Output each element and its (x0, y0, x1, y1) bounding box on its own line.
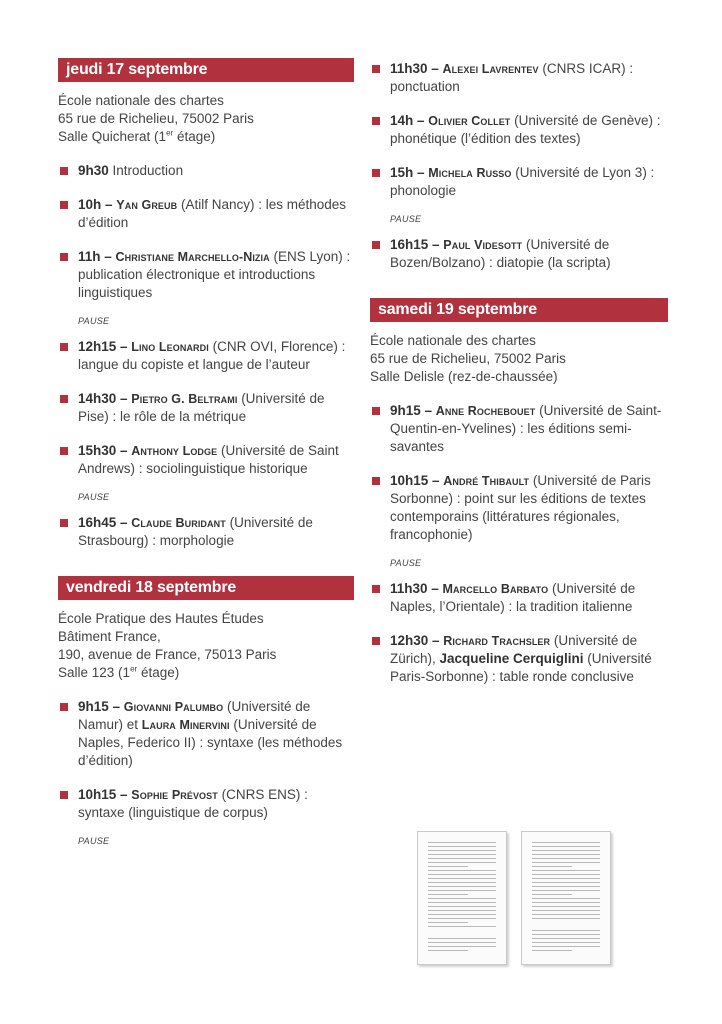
thumb-text-line (532, 918, 600, 919)
thumb-text-line (532, 890, 600, 891)
venue-room: Salle 123 (1er étage) (58, 664, 180, 680)
thumb-text-line (532, 886, 600, 887)
square-bullet-icon (60, 519, 68, 527)
talk-item: 9h15 – Anne Rochebouet (Université de Saint-Quentin-en-Yvelines) : les éditions semi-savantes (370, 402, 668, 456)
venue-vendredi (58, 610, 354, 682)
talk-item: 10h – Yan Greub (Atilf Nancy) : les méthodes d’édition (58, 196, 354, 232)
thumb-text-line (428, 898, 496, 899)
venue-line: 190, avenue de France, 75013 Paris (58, 647, 277, 662)
thumb-text-line (428, 918, 496, 919)
thumb-text-line (428, 894, 468, 895)
talk-item: 12h15 – Lino Leonardi (CNR OVI, Florence) : langue du copiste et langue de l’auteur (58, 338, 354, 374)
talk-item: 12h30 – Richard Trachsler (Université de Zürich), Jacqueline Cerquiglini (Université Paris-Sorbonne) : table ronde conclusive (370, 632, 668, 686)
square-bullet-icon (372, 65, 380, 73)
thumb-text-line (532, 942, 600, 943)
left-column (58, 58, 354, 846)
thumb-text-line (428, 914, 496, 915)
day-header-vendredi: vendredi 18 septembre (58, 576, 354, 600)
thumb-text-line (532, 950, 572, 951)
thumb-text-line (532, 842, 600, 843)
talk-item: 9h30 Introduction (58, 162, 354, 180)
pause-label: PAUSE (390, 214, 422, 224)
book-page-image (521, 831, 611, 965)
thumb-text-line (532, 946, 600, 947)
talk-item: 15h30 – Anthony Lodge (Université de Saint Andrews) : sociolinguistique historique (58, 442, 354, 478)
day-header-samedi: samedi 19 septembre (370, 298, 668, 322)
thumb-text-line (532, 902, 600, 903)
talk-item: 15h – Michela Russo (Université de Lyon 3) : phonologie (370, 164, 668, 200)
thumb-text-line (428, 858, 496, 859)
talk-item: 16h45 – Claude Buridant (Université de Strasbourg) : morphologie (58, 514, 354, 550)
thumb-text-line (428, 902, 496, 903)
square-bullet-icon (372, 637, 380, 645)
thumb-text-line (428, 906, 496, 907)
thumb-text-line (428, 874, 496, 875)
venue-line: École Pratique des Hautes Études (58, 611, 264, 626)
thumb-text-line (428, 842, 496, 843)
square-bullet-icon (60, 791, 68, 799)
thumb-text-line (532, 910, 600, 911)
square-bullet-icon (372, 117, 380, 125)
talk-item: 10h15 – Sophie Prévost (CNRS ENS) : syntaxe (linguistique de corpus) (58, 786, 354, 822)
venue-line: 65 rue de Richelieu, 75002 Paris (370, 351, 566, 366)
venue-jeudi (58, 92, 354, 146)
thumb-text-line (532, 882, 600, 883)
talk-item: 14h30 – Pietro G. Beltrami (Université de Pise) : le rôle de la métrique (58, 390, 354, 426)
right-column (370, 58, 668, 686)
square-bullet-icon (60, 447, 68, 455)
thumb-text-line (532, 870, 600, 871)
square-bullet-icon (60, 167, 68, 175)
square-bullet-icon (60, 395, 68, 403)
thumb-text-line (428, 870, 496, 871)
thumb-text-line (428, 862, 496, 863)
thumb-text-line (428, 850, 496, 851)
book-page-thumbnails (417, 831, 612, 967)
venue-line: Bâtiment France, (58, 629, 161, 644)
thumb-text-line (532, 906, 600, 907)
square-bullet-icon (60, 343, 68, 351)
thumb-text-line (428, 922, 468, 923)
square-bullet-icon (372, 241, 380, 249)
pause-label: PAUSE (78, 492, 110, 502)
thumb-text-line (532, 846, 600, 847)
talk-item: 10h15 – André Thibault (Université de Paris Sorbonne) : point sur les éditions de textes contemporains (littératures régionales, francophonie) (370, 472, 668, 544)
venue-line: Salle Delisle (rez-de-chaussée) (370, 369, 558, 384)
pause-label: PAUSE (390, 558, 422, 568)
thumb-text-line (532, 854, 600, 855)
thumb-text-line (428, 938, 496, 939)
thumb-text-line (532, 930, 600, 931)
talk-item: 11h – Christiane Marchello-Nizia (ENS Lyon) : publication électronique et introductions linguistiques (58, 248, 354, 302)
talk-item: 9h15 – Giovanni Palumbo (Université de Namur) et Laura Minervini (Université de Naples, Federico II) : syntaxe (les méthodes d’édition) (58, 698, 354, 770)
thumb-text-line (532, 850, 600, 851)
thumb-text-line (428, 886, 496, 887)
square-bullet-icon (60, 703, 68, 711)
thumb-text-line (428, 942, 496, 943)
thumb-text-line (532, 878, 600, 879)
thumb-text-line (428, 866, 468, 867)
book-page-image (417, 831, 507, 965)
square-bullet-icon (372, 585, 380, 593)
thumb-text-line (532, 858, 600, 859)
thumb-text-line (532, 938, 600, 939)
square-bullet-icon (372, 477, 380, 485)
thumb-text-line (428, 910, 496, 911)
talk-item: 11h30 – Alexei Lavrentev (CNRS ICAR) : ponctuation (370, 60, 668, 96)
pause-label: PAUSE (78, 316, 110, 326)
thumb-text-line (428, 846, 496, 847)
venue-line: 65 rue de Richelieu, 75002 Paris (58, 111, 254, 126)
venue-line: École nationale des chartes (370, 333, 536, 348)
thumb-text-line (428, 878, 496, 879)
talk-item: 11h30 – Marcello Barbato (Université de Naples, l’Orientale) : la tradition italienne (370, 580, 668, 616)
venue-line: École nationale des chartes (58, 93, 224, 108)
thumb-text-line (532, 898, 600, 899)
thumb-text-line (428, 854, 496, 855)
thumb-text-line (532, 934, 600, 935)
square-bullet-icon (60, 201, 68, 209)
thumb-text-line (428, 946, 496, 947)
day-header-jeudi: jeudi 17 septembre (58, 58, 354, 82)
thumb-text-line (532, 894, 572, 895)
venue-room: Salle Quicherat (1er étage) (58, 128, 216, 144)
thumb-text-line (428, 926, 496, 927)
thumb-text-line (532, 862, 600, 863)
thumb-text-line (532, 866, 572, 867)
thumb-text-line (532, 914, 600, 915)
square-bullet-icon (372, 169, 380, 177)
thumb-text-line (428, 882, 496, 883)
thumb-text-line (428, 890, 496, 891)
venue-samedi (370, 332, 668, 386)
square-bullet-icon (372, 407, 380, 415)
square-bullet-icon (60, 253, 68, 261)
pause-label: PAUSE (78, 836, 110, 846)
talk-item: 16h15 – Paul Videsott (Université de Bozen/Bolzano) : diatopie (la scripta) (370, 236, 668, 272)
talk-item: 14h – Olivier Collet (Université de Genève) : phonétique (l’édition des textes) (370, 112, 668, 148)
thumb-text-line (428, 950, 468, 951)
thumb-text-line (532, 874, 600, 875)
